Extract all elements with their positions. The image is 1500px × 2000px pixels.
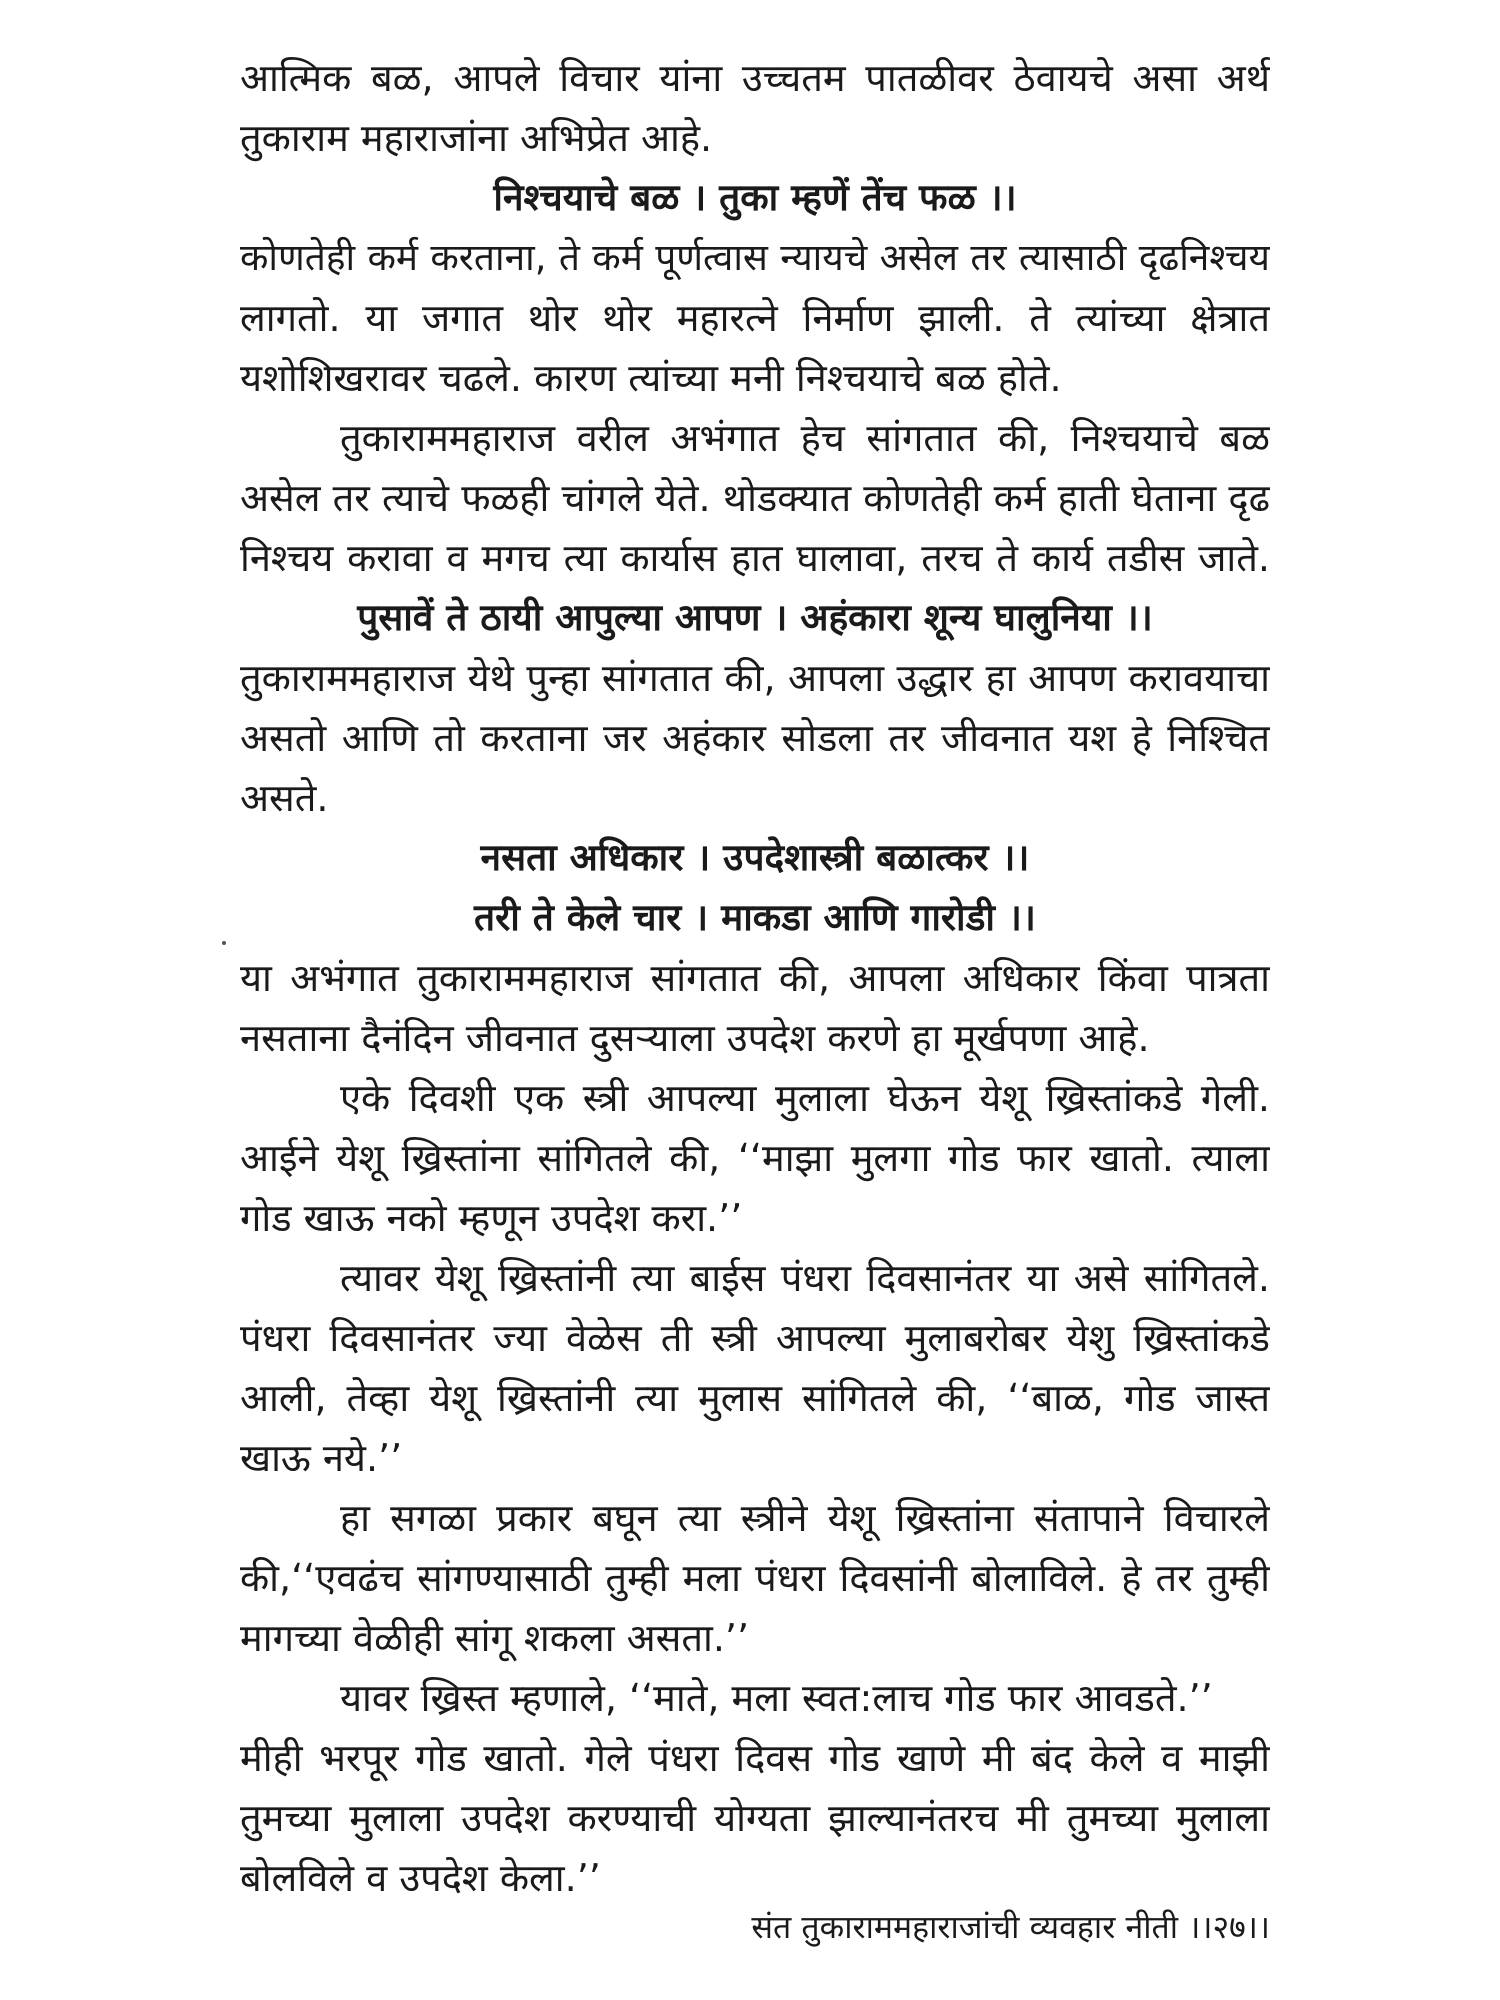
text-line: गोड खाऊ नको म्हणून उपदेश करा.’’ xyxy=(240,1196,743,1240)
paragraph-9 xyxy=(240,1668,1270,1908)
page-footer: संत तुकाराममहाराजांची व्यवहार नीती ।।२७।। xyxy=(751,1908,1270,1946)
text-line: पंधरा दिवसानंतर ज्या वेळेस ती स्त्री आपल्या मुलाबरोबर येशु ख्रिस्तांकडे xyxy=(240,1316,1270,1360)
text-line: तुकाराममहाराज वरील अभंगात हेच सांगतात की, निश्चयाचे बळ xyxy=(340,416,1270,460)
text-line: आत्मिक बळ, आपले विचार यांना उच्चतम पातळीवर ठेवायचे असा अर्थ xyxy=(240,56,1270,100)
text-line: निश्चय करावा व मगच त्या कार्यास हात घालावा, तरच ते कार्य तडीस जाते. xyxy=(240,536,1270,580)
text-line: तुकाराममहाराज येथे पुन्हा सांगतात की, आपला उद्धार हा आपण करावयाचा xyxy=(240,656,1270,700)
text-line: आली, तेव्हा येशू ख्रिस्तांनी त्या मुलास सांगितले की, ‘‘बाळ, गोड जास्त xyxy=(240,1376,1270,1420)
verse-line: नसता अधिकार । उपदेशास्त्री बळात्कर ।। xyxy=(480,836,1030,879)
text-line: लागतो. या जगात थोर थोर महारत्ने निर्माण झाली. ते त्यांच्या क्षेत्रात xyxy=(240,296,1270,340)
paragraph-7 xyxy=(240,1248,1270,1488)
text-line: या अभंगात तुकाराममहाराज सांगतात की, आपला अधिकार किंवा पात्रता xyxy=(240,956,1270,1000)
verse-line: तरी ते केले चार । माकडा आणि गारोडी ।। xyxy=(474,896,1036,939)
text-line: खाऊ नये.’’ xyxy=(240,1436,403,1480)
paragraph-1 xyxy=(240,48,1270,168)
text-line: की,‘‘एवढंच सांगण्यासाठी तुम्ही मला पंधरा दिवसांनी बोलाविले. हे तर तुम्ही xyxy=(240,1556,1270,1600)
paragraph-8 xyxy=(240,1488,1270,1668)
paragraph-6 xyxy=(240,1068,1270,1248)
text-line: तुकाराम महाराजांना अभिप्रेत आहे. xyxy=(240,116,713,160)
text-line: यावर ख्रिस्त म्हणाले, ‘‘माते, मला स्वत:लाच गोड फार आवडते.’’ xyxy=(340,1676,1213,1720)
text-line: नसताना दैनंदिन जीवनात दुसऱ्याला उपदेश करणे हा मूर्खपणा आहे. xyxy=(240,1016,1150,1060)
paragraph-4 xyxy=(240,648,1270,828)
stray-dot xyxy=(222,941,226,945)
paragraph-2 xyxy=(240,228,1270,408)
text-line: आईने येशू ख्रिस्तांना सांगितले की, ‘‘माझा मुलगा गोड फार खातो. त्याला xyxy=(240,1136,1270,1180)
text-line: असते. xyxy=(240,776,329,820)
text-line: एके दिवशी एक स्त्री आपल्या मुलाला घेऊन येशू ख्रिस्तांकडे गेली. xyxy=(340,1076,1270,1120)
text-line: मागच्या वेळीही सांगू शकला असता.’’ xyxy=(240,1616,750,1660)
text-line: मीही भरपूर गोड खातो. गेले पंधरा दिवस गोड खाणे मी बंद केले व माझी xyxy=(240,1736,1270,1780)
text-line: तुमच्या मुलाला उपदेश करण्याची योग्यता झाल्यानंतरच मी तुमच्या मुलाला xyxy=(240,1796,1270,1840)
text-line: बोलविले व उपदेश केला.’’ xyxy=(240,1856,601,1900)
book-page xyxy=(240,48,1270,1948)
verse-line: पुसावें ते ठायी आपुल्या आपण । अहंकारा शून्य घालुनिया ।। xyxy=(357,596,1153,639)
text-line: त्यावर येशू ख्रिस्तांनी त्या बाईस पंधरा दिवसानंतर या असे सांगितले. xyxy=(340,1256,1270,1300)
text-line: असतो आणि तो करताना जर अहंकार सोडला तर जीवनात यश हे निश्चित xyxy=(240,716,1270,760)
text-line: यशोशिखरावर चढले. कारण त्यांच्या मनी निश्चयाचे बळ होते. xyxy=(240,356,1062,400)
paragraph-5 xyxy=(240,948,1270,1068)
text-line: असेल तर त्याचे फळही चांगले येते. थोडक्यात कोणतेही कर्म हाती घेताना दृढ xyxy=(240,476,1270,520)
text-line: हा सगळा प्रकार बघून त्या स्त्रीने येशू ख्रिस्तांना संतापाने विचारले xyxy=(340,1496,1270,1540)
verse-line: निश्चयाचे बळ । तुका म्हणें तेंच फळ ।। xyxy=(493,176,1017,219)
paragraph-3 xyxy=(240,408,1270,588)
text-line: कोणतेही कर्म करताना, ते कर्म पूर्णत्वास न्यायचे असेल तर त्यासाठी दृढनिश्चय xyxy=(240,236,1270,279)
